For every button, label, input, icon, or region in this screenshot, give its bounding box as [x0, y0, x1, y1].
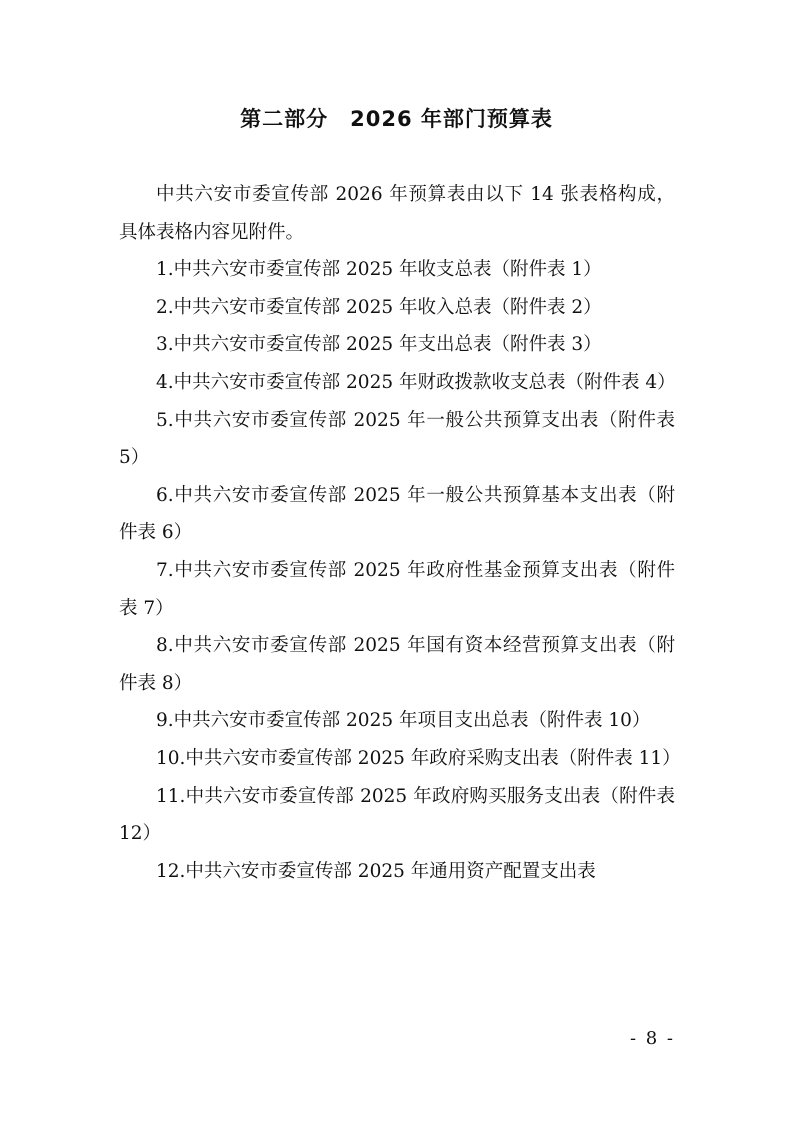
intro-paragraph: 中共六安市委宣传部 2026 年预算表由以下 14 张表格构成，具体表格内容见附件。 [119, 184, 675, 243]
list-item-12: 12.中共六安市委宣传部 2025 年通用资产配置支出表 [156, 860, 596, 882]
list-item-3: 3.中共六安市委宣传部 2025 年支出总表（附件表 3） [156, 334, 602, 356]
list-item-8: 8.中共六安市委宣传部 2025 年国有资本经营预算支出表（附件表 8） [119, 635, 675, 694]
section-title: 第二部分 2026 年部门预算表 [240, 107, 553, 131]
list-item-9: 9.中共六安市委宣传部 2025 年项目支出总表（附件表 10） [156, 710, 651, 732]
list-item-5: 5.中共六安市委宣传部 2025 年一般公共预算支出表（附件表 5） [119, 409, 675, 469]
list-item-1: 1.中共六安市委宣传部 2025 年收支总表（附件表 1） [156, 259, 602, 281]
list-item-11: 11.中共六安市委宣传部 2025 年政府购买服务支出表（附件表 12） [119, 785, 675, 845]
document-body [119, 176, 681, 890]
list-item-2: 2.中共六安市委宣传部 2025 年收入总表（附件表 2） [156, 296, 602, 318]
list-item-6: 6.中共六安市委宣传部 2025 年一般公共预算基本支出表（附件表 6） [119, 484, 675, 544]
list-item-10: 10.中共六安市委宣传部 2025 年政府采购支出表（附件表 11） [156, 747, 681, 769]
list-item-4: 4.中共六安市委宣传部 2025 年财政拨款收支总表（附件表 4） [156, 371, 676, 393]
list-item-7: 7.中共六安市委宣传部 2025 年政府性基金预算支出表（附件表 7） [119, 559, 675, 619]
page-number: - 8 - [629, 1028, 675, 1049]
